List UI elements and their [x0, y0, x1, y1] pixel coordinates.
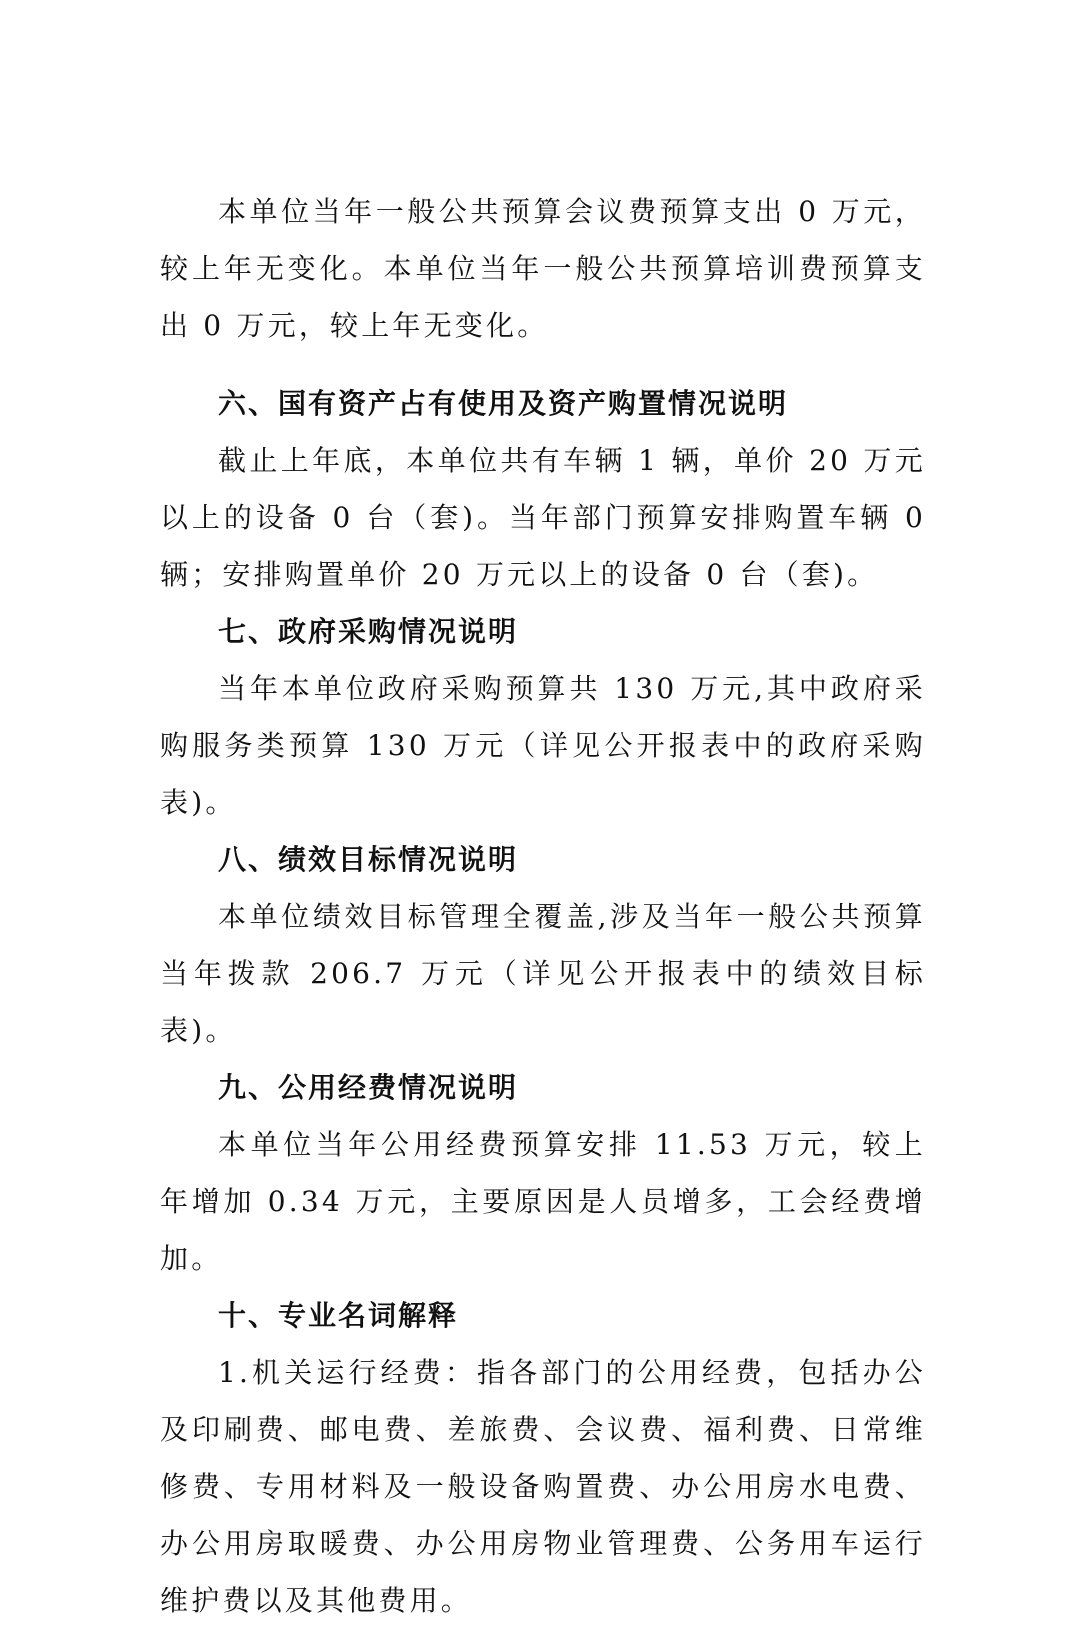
section-7-heading: 七、政府采购情况说明 — [218, 615, 519, 648]
section-7-paragraph: 当年本单位政府采购预算共 130 万元,其中政府采购服务类预算 130 万元（详见公开报表中的政府采购表)。 — [160, 672, 926, 819]
intro-paragraph: 本单位当年一般公共预算会议费预算支出 0 万元，较上年无变化。本单位当年一般公共预算培训费预算支出 0 万元，较上年无变化。 — [160, 195, 926, 342]
section-10-paragraph: 1.机关运行经费：指各部门的公用经费，包括办公及印刷费、邮电费、差旅费、会议费、福利费、日常维修费、专用材料及一般设备购置费、办公用房水电费、办公用房取暖费、办公用房物业管理费、公务用车运行维护费以及其他费用。 — [160, 1356, 926, 1617]
section-8-heading: 八、绩效目标情况说明 — [218, 843, 519, 876]
section-10-heading: 十、专业名词解释 — [218, 1299, 459, 1332]
document-body — [160, 183, 926, 1629]
section-6-heading: 六、国有资产占有使用及资产购置情况说明 — [218, 387, 789, 420]
section-9-paragraph: 本单位当年公用经费预算安排 11.53 万元，较上年增加 0.34 万元，主要原因是人员增多，工会经费增加。 — [160, 1128, 926, 1275]
section-8-paragraph: 本单位绩效目标管理全覆盖,涉及当年一般公共预算当年拨款 206.7 万元（详见公开报表中的绩效目标表)。 — [160, 900, 926, 1047]
section-6-paragraph: 截止上年底，本单位共有车辆 1 辆，单价 20 万元以上的设备 0 台（套)。当年部门预算安排购置车辆 0 辆；安排购置单价 20 万元以上的设备 0 台（套)。 — [160, 444, 926, 591]
section-9-heading: 九、公用经费情况说明 — [218, 1071, 519, 1104]
